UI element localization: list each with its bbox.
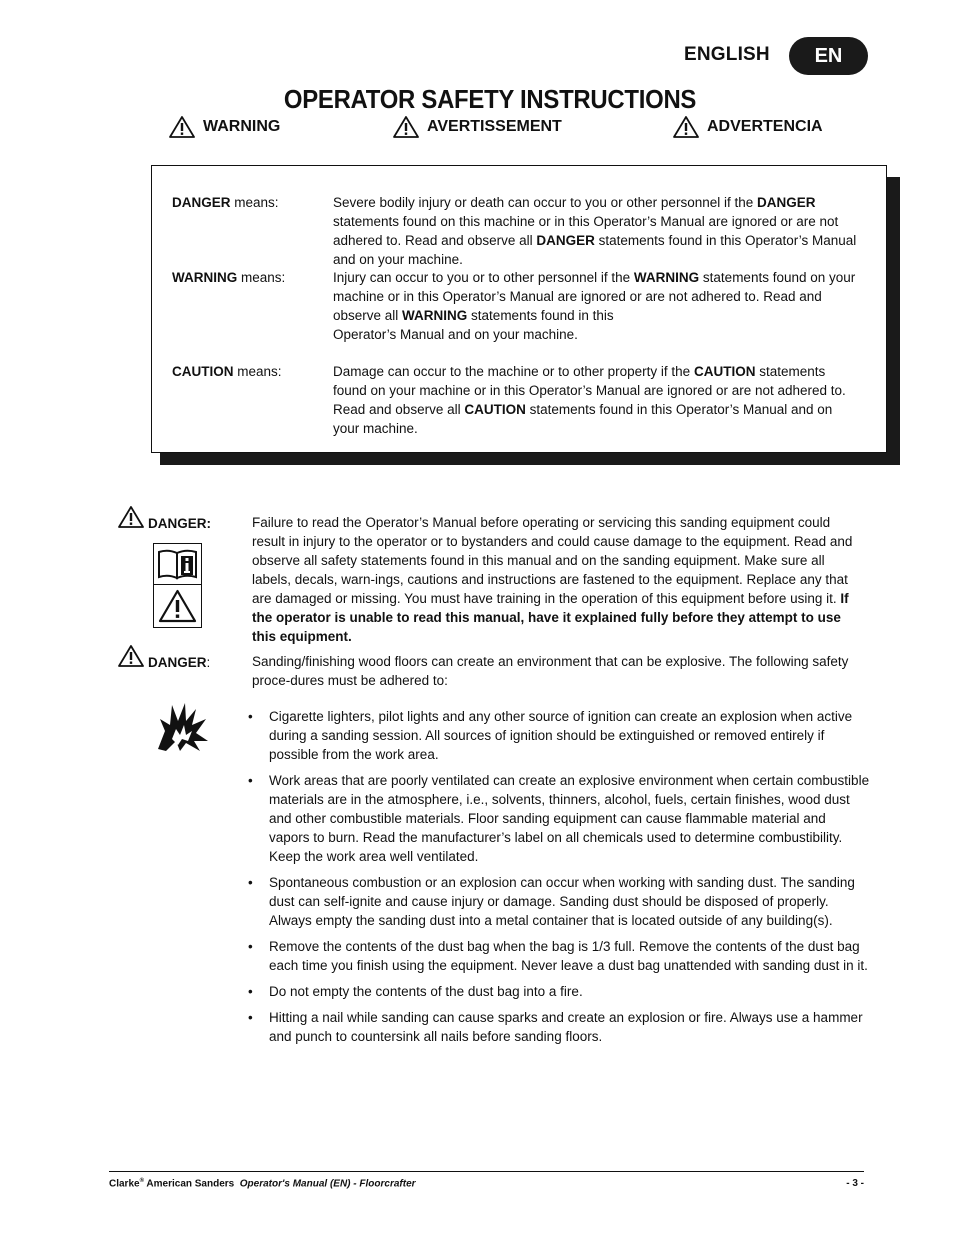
definition-term-danger: DANGER means: <box>172 195 279 210</box>
danger-label: DANGER: <box>118 506 211 531</box>
list-item: • Spontaneous combustion or an explosion can occur when working with sanding dust. The sanding dust can self-ignite and cause injury or damage. Sanding dust should be disposed of properly. Always empty the sanding dust into a metal container that is located outside of any building(s). <box>248 875 855 928</box>
list-item: • Work areas that are poorly ventilated can create an explosive environment when certain combustible materials are in the atmosphere, i.e., solvents, thinners, alcohol, fuels, certain finishes, wood dust and other combustible materials. Floor sanding equipment can cause flammable material and vapors to burn. Read the manufacturer’s label on all chemicals used to determine combustibility. Keep the work area well ventilated. <box>248 773 870 864</box>
warning-triangle-icon <box>118 506 144 531</box>
warning-triangle-icon <box>673 116 699 138</box>
danger-1-text: Failure to read the Operator’s Manual before operating or servicing this sanding equipment could result in injury to the operator or to bystanders and could cause damage to the equipment. Read and observe all safety statements found in this manual and on the sanding equipment. Make sure all labels, decals, warn-ings, cautions and instructions are fastened to the equipment. Replace any that are damaged or missing. You must have training in the operation of this equipment before using it. If the operator is unable to read this manual, have it explained fully before they attempt to use this equipment. <box>252 515 853 644</box>
signal-word-label: ADVERTENCIA <box>707 118 823 135</box>
footer-manual-title: Clarke® American Sanders Operator's Manual (EN) - Floorcrafter <box>109 1178 416 1190</box>
definition-term-warning: WARNING means: <box>172 270 286 285</box>
list-item: • Hitting a nail while sanding can cause sparks and create an explosion or fire. Always use a hammer and punch to countersink all nails before sanding floors. <box>248 1010 863 1044</box>
page-title: OPERATOR SAFETY INSTRUCTIONS <box>283 84 697 114</box>
explosion-icon <box>156 701 210 758</box>
definition-text-danger: Severe bodily injury or death can occur to you or other personnel if the DANGER statements found on this machine or in this Operator’s Manual are ignored or are not adhered to. Read and observe all DANGER statements found in this Operator’s Manual and on your machine. <box>333 195 857 267</box>
definition-term-caution: CAUTION means: <box>172 364 282 379</box>
explosion-safety-list <box>248 707 870 1053</box>
warning-triangle-icon <box>169 116 195 138</box>
warning-triangle-icon <box>393 116 419 138</box>
definitions-box <box>151 165 887 453</box>
signal-word-label: AVERTISSEMENT <box>427 118 562 135</box>
warning-triangle-icon <box>158 589 197 628</box>
read-manual-icon <box>157 548 198 586</box>
icon-divider <box>154 584 201 585</box>
danger-label: DANGER: <box>118 645 210 670</box>
list-item: • Do not empty the contents of the dust bag into a fire. <box>248 984 583 999</box>
definition-text-warning: Injury can occur to you or to other personnel if the WARNING statements found on your machine or in this Operator’s Manual are ignored or are not adhered to. Read and observe all WARNING statements found in this Operator’s Manual and on your machine. <box>333 270 856 342</box>
signal-word-warning <box>169 116 280 138</box>
page-footer <box>109 1178 864 1189</box>
warning-triangle-icon <box>118 645 144 670</box>
page-number: - 3 - <box>846 1178 864 1189</box>
language-badge: EN <box>789 37 868 75</box>
list-item: • Remove the contents of the dust bag when the bag is 1/3 full. Remove the contents of the dust bag each time you finish using the equipment. Never leave a dust bag unattended with sanding dust in it. <box>248 939 868 973</box>
safety-icon-box <box>153 543 202 628</box>
footer-divider <box>109 1171 864 1172</box>
definition-text-caution: Damage can occur to the machine or to other property if the CAUTION statements found on your machine or in this Operator’s Manual are ignored or are not adhered to. Read and observe all CAUTION statements found in this Operator’s Manual and on your machine. <box>333 364 846 436</box>
danger-2-intro: Sanding/finishing wood floors can create an environment that can be explosive. The following safety proce-dures must be adhered to: <box>252 654 849 688</box>
language-label: ENGLISH <box>684 44 770 65</box>
signal-word-advertencia <box>673 116 823 138</box>
list-item: • Cigarette lighters, pilot lights and any other source of ignition can create an explosion when active during a sanding session. All sources of ignition should be extinguished or removed entirely if possible from the work area. <box>248 709 853 762</box>
signal-word-label: WARNING <box>203 118 281 135</box>
signal-word-avertissement <box>393 116 562 138</box>
